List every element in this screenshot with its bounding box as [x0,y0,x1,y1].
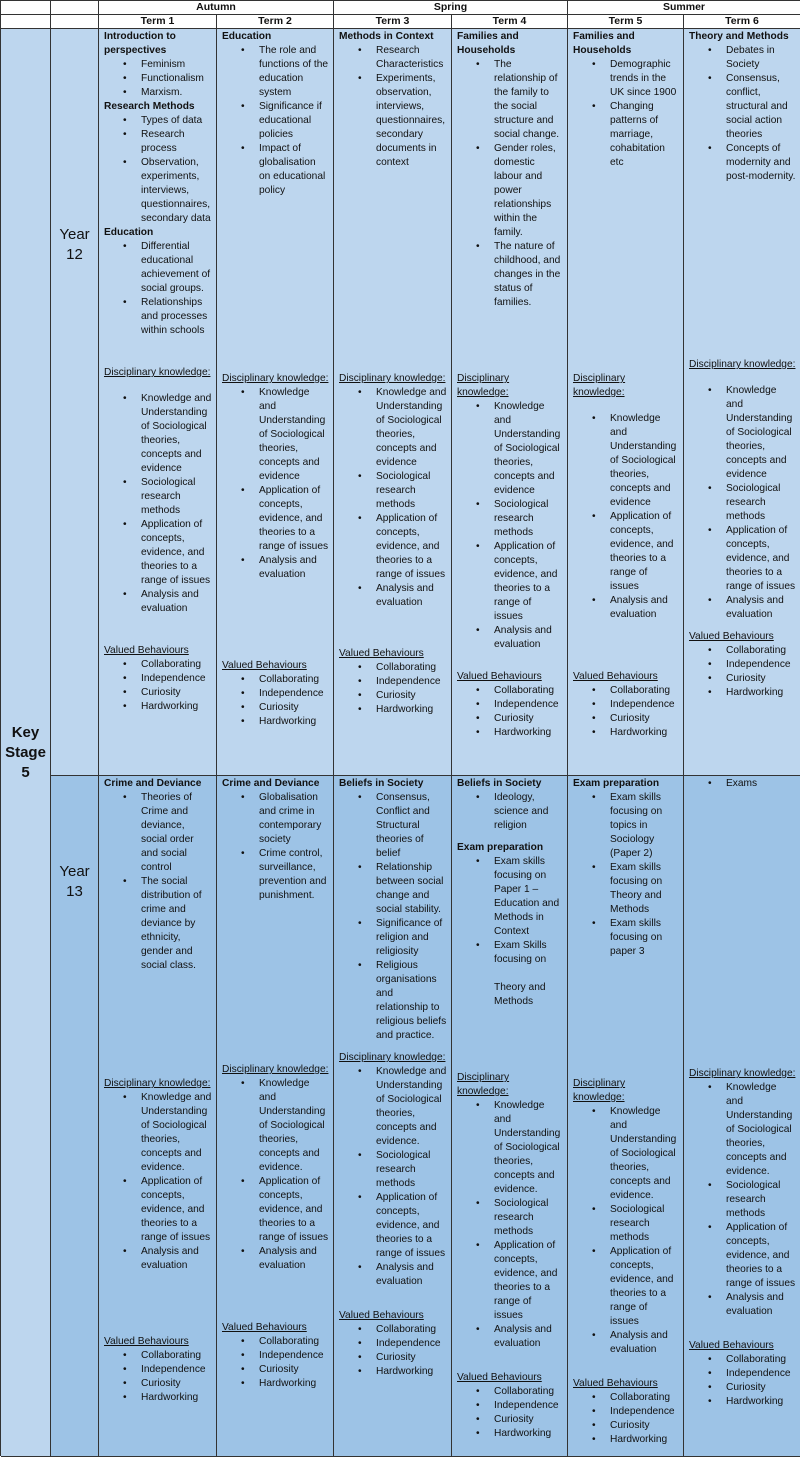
list-item: • Hardworking [494,726,563,740]
y12-term5-cell [568,29,684,776]
list-item: • Collaborating [259,673,329,687]
list-item: • Consensus, conflict, structural and social action theories [726,72,796,142]
list-item: • The nature of childhood, and changes in the status of families. [494,240,563,310]
list-item: • Collaborating [610,684,679,698]
list-item: • Sociological research methods [726,482,796,524]
y13-term3-cell [334,776,452,1457]
list-item: • Hardworking [376,1365,447,1379]
topic-list [104,58,212,100]
topic-heading: Beliefs in Society [339,778,424,789]
list-item: • Independence [376,1337,447,1351]
valued-behaviours-list [104,1349,212,1405]
valued-behaviours-list [339,1323,447,1379]
topic-list [339,44,447,170]
list-item: • Application of concepts, evidence, and theories to a range of issues [610,510,679,594]
list-item: • Curiosity [494,1413,563,1427]
topic-list [104,791,212,973]
disciplinary-list [457,400,563,652]
list-item: • Sociological research methods [494,498,563,540]
y12-term3-cell [334,29,452,776]
term-header: Term 2 [217,15,334,29]
list-item: • Sociological research methods [494,1197,563,1239]
disciplinary-list [339,1065,447,1289]
valued-behaviours-label: Valued Behaviours [339,648,424,659]
term-header: Term 5 [568,15,684,29]
y13-term1-cell [99,776,217,1457]
disciplinary-list [457,1099,563,1351]
topic-list [104,240,212,338]
topic-heading: Families and Households [457,31,519,56]
list-item: • Independence [141,1363,212,1377]
disciplinary-list [689,384,796,622]
topic-heading: Education [222,31,272,42]
list-item: • Analysis and evaluation [376,582,447,610]
list-item: • Consensus, Conflict and Structural theories of belief [376,791,447,861]
y12-term6-cell [684,29,800,776]
list-item: • Knowledge and Understanding of Sociological theories, concepts and evidence. [494,1099,563,1197]
topic-list [222,44,329,198]
list-item: • Sociological research methods [376,1149,447,1191]
list-item: • Curiosity [726,1381,796,1395]
list-item: • Debates in Society [726,44,796,72]
disciplinary-label: Disciplinary knowledge: [457,1072,510,1097]
topic-heading: Theory and Methods [689,31,789,42]
list-item: • Types of data [141,114,212,128]
disciplinary-label: Disciplinary knowledge: [104,1078,211,1089]
valued-behaviours-label: Valued Behaviours [104,645,189,656]
list-item: • Application of concepts, evidence, and theories to a range of issues [259,484,329,554]
list-item: • Sociological research methods [610,1203,679,1245]
list-item: • Research process [141,128,212,156]
list-item: • Hardworking [726,686,796,700]
list-item: • Feminism [141,58,212,72]
season-header-autumn: Autumn [99,1,334,15]
list-item: • Hardworking [726,1395,796,1409]
list-continuation: Theory and Methods [494,982,546,1007]
topic-list [339,791,447,1043]
list-item: • Curiosity [141,686,212,700]
list-item: • Independence [141,672,212,686]
disciplinary-list [104,392,212,616]
list-item: • Differential educational achievement of social groups. [141,240,212,296]
disciplinary-list [339,386,447,610]
topic-heading: Research Methods [104,101,195,112]
list-item: • Hardworking [610,726,679,740]
list-item: • Analysis and evaluation [141,588,212,616]
list-item: • Knowledge and Understanding of Sociological theories, concepts and evidence. [376,1065,447,1149]
topic-list [457,791,563,833]
list-item: • Collaborating [726,644,796,658]
y13-term6-cell [684,776,800,1457]
list-item: • Independence [610,1405,679,1419]
list-item: • Application of concepts, evidence, and theories to a range of issues [726,1221,796,1291]
list-item: • Collaborating [141,658,212,672]
topic-heading: Families and Households [573,31,635,56]
topic-list [457,855,563,967]
topic-list [222,791,329,903]
valued-behaviours-label: Valued Behaviours [573,671,658,682]
season-header-summer: Summer [568,1,800,15]
topic-list [457,58,563,310]
list-item: • Analysis and evaluation [259,1245,329,1273]
valued-behaviours-list [222,1335,329,1391]
list-item: • Application of concepts, evidence, and theories to a range of issues [376,512,447,582]
list-item: • Knowledge and Understanding of Sociological theories, concepts and evidence. [726,1081,796,1179]
list-item: • Significance if educational policies [259,100,329,142]
list-item: • Independence [726,1367,796,1381]
list-item: • Hardworking [494,1427,563,1441]
topic-heading: Methods in Context [339,31,434,42]
list-item: • Theories of Crime and deviance, social order and social control [141,791,212,875]
list-item: • Application of concepts, evidence, and theories to a range of issues [610,1245,679,1329]
valued-behaviours-label: Valued Behaviours [222,660,307,671]
y13-term2-cell [217,776,334,1457]
list-item: • Analysis and evaluation [610,1329,679,1357]
list-item: • Hardworking [259,1377,329,1391]
list-item: • Relationships and processes within schools [141,296,212,338]
list-item: • Analysis and evaluation [259,554,329,582]
list-item: • Impact of globalisation on educational policy [259,142,329,198]
list-item: • Ideology, science and religion [494,791,563,833]
disciplinary-list [104,1091,212,1273]
valued-behaviours-list [689,644,796,700]
corner-cell [1,15,51,29]
list-item: • Analysis and evaluation [494,1323,563,1351]
topic-list [689,777,796,791]
list-item: • The relationship of the family to the social structure and social change. [494,58,563,142]
list-item: • Independence [494,698,563,712]
disciplinary-label: Disciplinary knowledge: [222,373,329,384]
valued-behaviours-label: Valued Behaviours [222,1322,307,1333]
list-item: • Collaborating [141,1349,212,1363]
list-item: • Analysis and evaluation [726,594,796,622]
term-header: Term 1 [99,15,217,29]
list-item: • Collaborating [494,1385,563,1399]
y13-term4-cell [452,776,568,1457]
list-item: • Curiosity [726,672,796,686]
disciplinary-list [573,412,679,622]
y12-term2-cell [217,29,334,776]
list-item: • Collaborating [610,1391,679,1405]
y12-term1-cell [99,29,217,776]
list-item: • Hardworking [141,700,212,714]
list-item: • Hardworking [259,715,329,729]
valued-behaviours-label: Valued Behaviours [457,1372,542,1383]
list-item: • Collaborating [494,684,563,698]
list-item: • Sociological research methods [726,1179,796,1221]
list-item: • Globalisation and crime in contemporary society [259,791,329,847]
topic-heading: Exam preparation [457,842,544,853]
list-item: • Application of concepts, evidence, and theories to a range of issues [494,540,563,624]
list-item: • Collaborating [376,1323,447,1337]
list-item: • Application of concepts, evidence, and theories to a range of issues [259,1175,329,1245]
term-header: Term 3 [334,15,452,29]
y13-term5-cell [568,776,684,1457]
valued-behaviours-label: Valued Behaviours [573,1378,658,1389]
topic-list [573,58,679,170]
list-item: • Observation, experiments, interviews, questionnaires, secondary data [141,156,212,226]
list-item: • Independence [726,658,796,672]
list-item: • Curiosity [259,701,329,715]
list-item: • Independence [376,675,447,689]
topic-heading: Beliefs in Society [457,778,542,789]
topic-list [689,44,796,184]
corner-cell [1,1,51,15]
list-item: • Knowledge and Understanding of Sociological theories, concepts and evidence. [610,1105,679,1203]
list-item: • Sociological research methods [141,476,212,518]
disciplinary-list [573,1105,679,1357]
list-item: • The role and functions of the education system [259,44,329,100]
valued-behaviours-label: Valued Behaviours [689,631,774,642]
list-item: • Exam skills focusing on topics in Sociology (Paper 2) [610,791,679,861]
disciplinary-label: Disciplinary knowledge: [573,1078,626,1103]
list-item: • Analysis and evaluation [610,594,679,622]
list-item: • Knowledge and Understanding of Sociological theories, concepts and evidence [610,412,679,510]
disciplinary-label: Disciplinary knowledge: [222,1064,329,1075]
list-item: • Exam Skills focusing on [494,939,563,967]
valued-behaviours-list [457,684,563,740]
list-item: • Exams [726,777,796,791]
topic-list [104,114,212,226]
list-item: • Application of concepts, evidence, and theories to a range of issues [141,1175,212,1245]
list-item: • Relationship between social change and social stability. [376,861,447,917]
list-item: • Functionalism [141,72,212,86]
valued-behaviours-list [222,673,329,729]
list-item: • Changing patterns of marriage, cohabitation etc [610,100,679,170]
disciplinary-list [222,1077,329,1273]
valued-behaviours-list [573,1391,679,1447]
valued-behaviours-list [457,1385,563,1441]
list-item: • Research Characteristics [376,44,447,72]
list-item: • Experiments, observation, interviews, questionnaires, secondary documents in context [376,72,447,170]
list-item: • Knowledge and Understanding of Sociological theories, concepts and evidence. [141,1091,212,1175]
topic-list [573,791,679,959]
list-item: • Curiosity [376,1351,447,1365]
list-item: • Religious organisations and relationship to religious beliefs and practice. [376,959,447,1043]
list-item: • Concepts of modernity and post-modernity. [726,142,796,184]
list-item: • Crime control, surveillance, prevention and punishment. [259,847,329,903]
list-item: • Marxism. [141,86,212,100]
topic-heading: Crime and Deviance [222,778,320,789]
corner-cell [51,1,99,15]
list-item: • Application of concepts, evidence, and theories to a range of issues [726,524,796,594]
y12-term4-cell [452,29,568,776]
list-item: • Curiosity [376,689,447,703]
list-item: • Hardworking [610,1433,679,1447]
disciplinary-label: Disciplinary knowledge: [339,373,446,384]
list-item: • Knowledge and Understanding of Sociological theories, concepts and evidence. [259,1077,329,1175]
list-item: • Independence [494,1399,563,1413]
year-12-label: Year 12 [51,29,99,776]
disciplinary-label: Disciplinary knowledge: [104,367,211,378]
list-item: • Application of concepts, evidence, and theories to a range of issues [494,1239,563,1323]
list-item: • Knowledge and Understanding of Sociological theories, concepts and evidence [726,384,796,482]
valued-behaviours-list [573,684,679,740]
list-item: • Collaborating [259,1335,329,1349]
list-item: • The social distribution of crime and deviance by ethnicity, gender and social class. [141,875,212,973]
list-item: • Demographic trends in the UK since 1900 [610,58,679,100]
list-item: • Analysis and evaluation [494,624,563,652]
list-item: • Independence [259,1349,329,1363]
valued-behaviours-list [689,1353,796,1409]
disciplinary-label: Disciplinary knowledge: [689,1068,796,1079]
valued-behaviours-label: Valued Behaviours [104,1336,189,1347]
list-item: • Application of concepts, evidence, and theories to a range of issues [141,518,212,588]
valued-behaviours-list [104,658,212,714]
list-item: • Exam skills focusing on Theory and Methods [610,861,679,917]
list-item: • Curiosity [259,1363,329,1377]
list-item: • Gender roles, domestic labour and power relationships within the family. [494,142,563,240]
list-item: • Curiosity [494,712,563,726]
topic-heading: Education [104,227,154,238]
list-item: • Analysis and evaluation [376,1261,447,1289]
list-item: • Analysis and evaluation [726,1291,796,1319]
list-item: • Collaborating [726,1353,796,1367]
disciplinary-label: Disciplinary knowledge: [689,359,796,370]
topic-heading: Introduction to perspectives [104,31,176,56]
list-item: • Application of concepts, evidence, and theories to a range of issues [376,1191,447,1261]
disciplinary-label: Disciplinary knowledge: [573,373,626,398]
disciplinary-label: Disciplinary knowledge: [339,1052,446,1063]
list-item: • Sociological research methods [376,470,447,512]
list-item: • Independence [259,687,329,701]
disciplinary-list [689,1081,796,1319]
list-item: • Knowledge and Understanding of Sociological theories, concepts and evidence [494,400,563,498]
list-item: • Knowledge and Understanding of Sociological theories, concepts and evidence [259,386,329,484]
disciplinary-label: Disciplinary knowledge: [457,373,510,398]
list-item: • Significance of religion and religiosity [376,917,447,959]
list-item: • Exam skills focusing on Paper 1 – Education and Methods in Context [494,855,563,939]
list-item: • Collaborating [376,661,447,675]
list-item: • Analysis and evaluation [141,1245,212,1273]
topic-heading: Exam preparation [573,778,660,789]
list-item: • Hardworking [141,1391,212,1405]
list-item: • Knowledge and Understanding of Sociological theories, concepts and evidence [141,392,212,476]
list-item: • Knowledge and Understanding of Sociological theories, concepts and evidence [376,386,447,470]
year-13-label: Year 13 [51,776,99,1457]
season-header-spring: Spring [334,1,568,15]
list-item: • Exam skills focusing on paper 3 [610,917,679,959]
valued-behaviours-label: Valued Behaviours [457,671,542,682]
list-item: • Curiosity [610,1419,679,1433]
term-header: Term 6 [684,15,800,29]
topic-heading: Crime and Deviance [104,778,202,789]
disciplinary-list [222,386,329,582]
list-item: • Hardworking [376,703,447,717]
corner-cell [51,15,99,29]
key-stage-label: Key Stage 5 [1,29,51,1457]
list-item: • Curiosity [610,712,679,726]
list-item: • Independence [610,698,679,712]
term-header: Term 4 [452,15,568,29]
valued-behaviours-list [339,661,447,717]
valued-behaviours-label: Valued Behaviours [689,1340,774,1351]
valued-behaviours-label: Valued Behaviours [339,1310,424,1321]
list-item: • Curiosity [141,1377,212,1391]
